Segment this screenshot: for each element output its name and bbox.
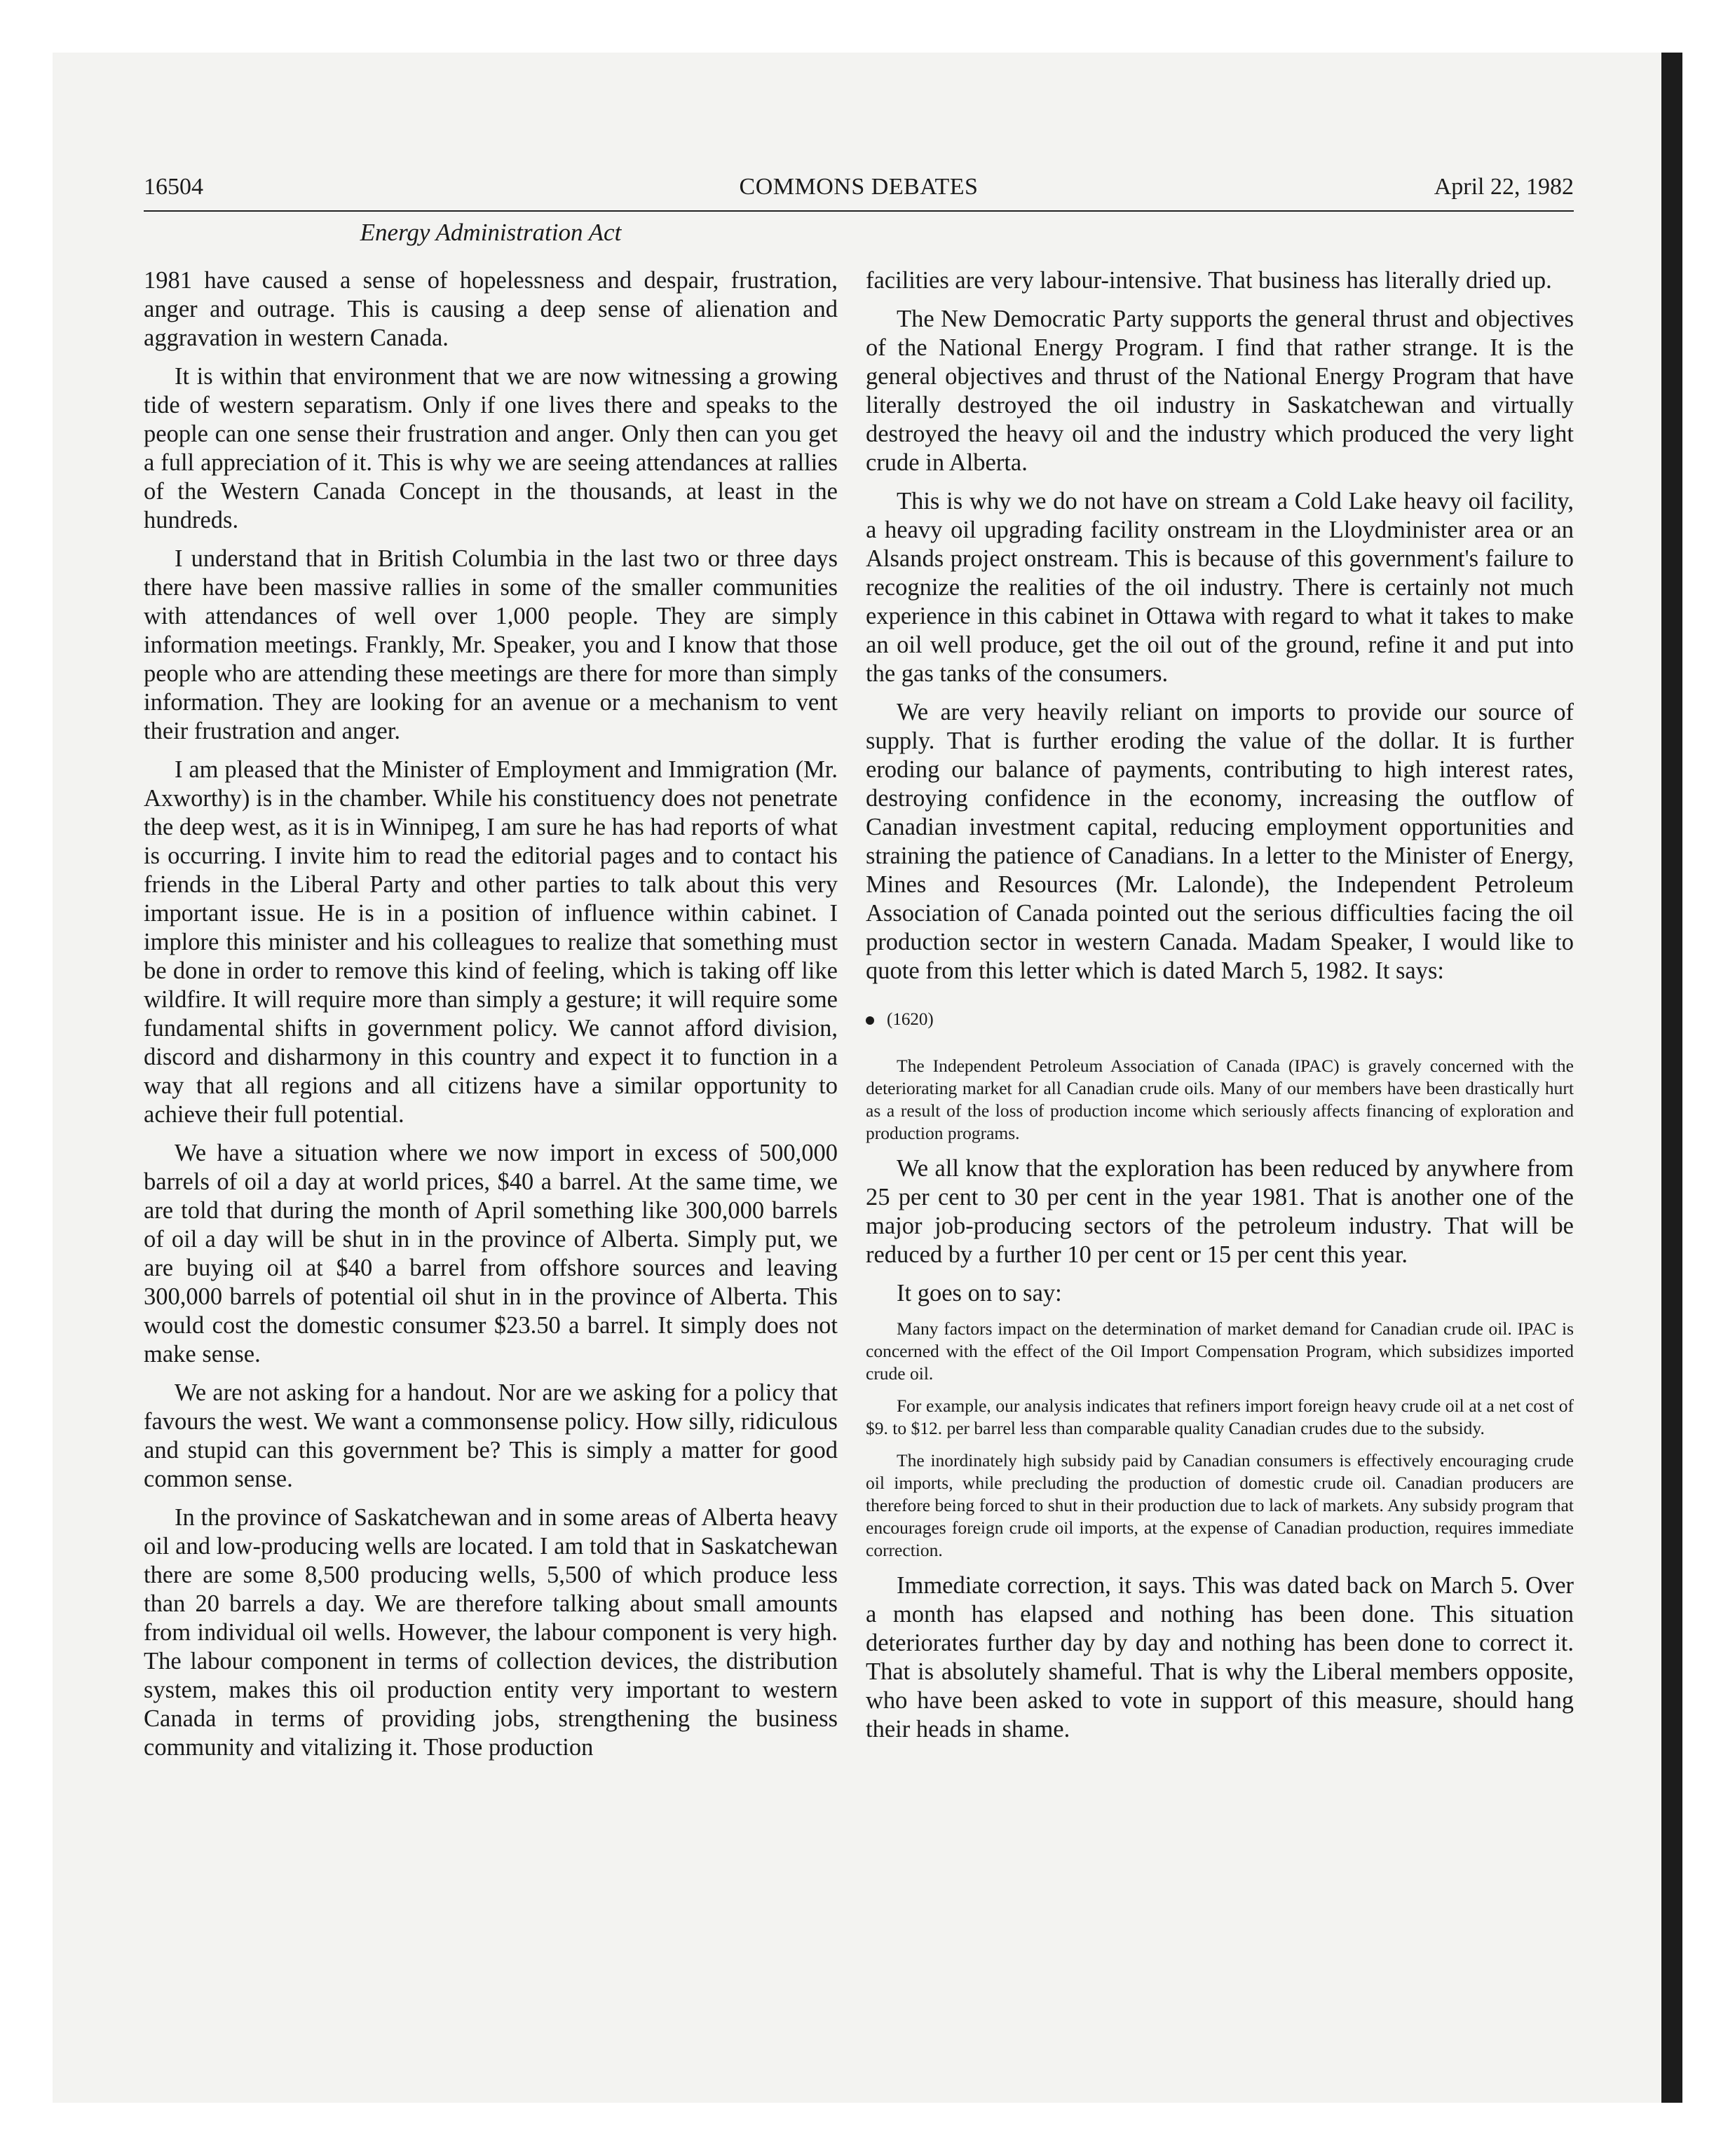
paragraph: We are very heavily reliant on imports to provide our source of supply. That is further eroding the value of the dollar. It is further eroding our balance of payments, contributing to high interest rates, destroying confidence in the economy, increasing the outflow of Canadian investment capital, reducing employment opportunities and straining the patience of Canadians. In a letter to the Minister of Energy, Mines and Resources (Mr. Lalonde), the Independent Petroleum Association of Canada pointed out the serious difficulties facing the oil production sector in western Canada. Madam Speaker, I would like to quote from this letter which is dated March 5, 1982. It says: <box>866 699 1574 984</box>
paragraph: Immediate correction, it says. This was dated back on March 5. Over a month has elapsed and nothing has been done. This situation deteriorates further day by day and nothing has been done to correct it. That is absolutely shameful. That is why the Liberal members opposite, who have been asked to vote in support of this measure, should hang their heads in shame. <box>866 1572 1574 1742</box>
paragraph: In the province of Saskatchewan and in some areas of Alberta heavy oil and low-producing wells are located. I am told that in Saskatchewan there are some 8,500 producing wells, 5,500 of which produce less than 20 barrels a day. We are therefore talking about small amounts from individual oil wells. However, the labour component is very high. The labour component in terms of collection devices, the distribution system, makes this oil production entity very important to western Canada in terms of providing jobs, strengthening the business community and vitalizing it. Those production <box>144 1504 838 1761</box>
paragraph: I understand that in British Columbia in the last two or three days there have been massive rallies in some of the smaller communities with attendances of well over 1,000 people. They are simply information meetings. Frankly, Mr. Speaker, you and I know that those people who are attending these meetings are there for more than simply information. They are looking for an avenue or a mechanism to vent their frustration and anger. <box>144 545 838 744</box>
paragraph: We all know that the exploration has been reduced by anywhere from 25 per cent to 30 per cent in the year 1981. That is another one of the major job-producing sectors of the petroleum industry. That will be reduced by a further 10 per cent or 15 per cent this year. <box>866 1155 1574 1268</box>
page-header <box>144 174 1574 212</box>
block-quote: For example, our analysis indicates that refiners import foreign heavy crude oil at a net cost of $9. to $12. per barrel less than comparable quality Canadian crudes due to the subsidy. <box>866 1396 1574 1438</box>
paragraph: It is within that environment that we are now witnessing a growing tide of western separatism. Only if one lives there and speaks to the people can one sense their frustration and anger. Only then can you get a full appreciation of it. This is why we are seeing attendances at rallies of the Western Canada Concept in the thousands, at least in the hundreds. <box>144 363 838 533</box>
time-stamp-text: (1620) <box>887 1010 934 1029</box>
time-stamp <box>866 1005 1574 1034</box>
block-quote: The inordinately high subsidy paid by Canadian consumers is effectively encouraging crude oil imports, while precluding the production of domestic crude oil. Canadian producers are therefore being forced to shut in their production due to lack of markets. Any subsidy program that encourages foreign crude oil imports, at the expense of Canadian production, requires immediate correction. <box>866 1450 1574 1560</box>
paragraph: 1981 have caused a sense of hopelessness and despair, frustration, anger and outrage. This is causing a deep sense of alienation and aggravation in western Canada. <box>144 267 838 351</box>
paragraph: facilities are very labour-intensive. That business has literally dried up. <box>866 267 1552 294</box>
section-title: Energy Administration Act <box>360 219 622 246</box>
page-number: 16504 <box>144 174 203 200</box>
block-quote: The Independent Petroleum Association of Canada (IPAC) is gravely concerned with the deteriorating market for all Canadian crude oils. Many of our members have been drastically hurt as a result of the loss of production income which seriously affects financing of exploration and production programs. <box>866 1056 1574 1143</box>
publication-title: COMMONS DEBATES <box>739 174 979 200</box>
paragraph: It goes on to say: <box>897 1280 1062 1306</box>
scan-edge-bar <box>1661 53 1682 2103</box>
paragraph: I am pleased that the Minister of Employment and Immigration (Mr. Axworthy) is in the chamber. While his constituency does not penetrate the deep west, as it is in Winnipeg, I am sure he has had reports of what is occurring. I invite him to read the editorial pages and to contact his friends in the Liberal Party and other parties to talk about this very important issue. He is in a position of influence within cabinet. I implore this minister and his colleagues to realize that something must be done in order to remove this kind of feeling, which is taking off like wildfire. It will require more than simply a gesture; it will require some fundamental shifts in government policy. We cannot afford division, discord and disharmony in this country and expect it to function in a way that all regions and all citizens have a similar opportunity to achieve their full potential. <box>144 756 838 1128</box>
paragraph: We are not asking for a handout. Nor are we asking for a policy that favours the west. We want a commonsense policy. How silly, ridiculous and stupid can this government be? This is simply a matter for good common sense. <box>144 1379 838 1492</box>
left-column <box>144 266 838 1772</box>
block-quote: Many factors impact on the determination of market demand for Canadian crude oil. IPAC is concerned with the effect of the Oil Import Compensation Program, which subsidizes imported crude oil. <box>866 1318 1574 1384</box>
paragraph: We have a situation where we now import in excess of 500,000 barrels of oil a day at world prices, $40 a barrel. At the same time, we are told that during the month of April something like 300,000 barrels of oil a day will be shut in in the province of Alberta. Simply put, we are buying oil at $40 a barrel from offshore sources and leaving 300,000 barrels of potential oil shut in in the province of Alberta. This would cost the domestic consumer $23.50 a barrel. It simply does not make sense. <box>144 1140 838 1367</box>
paragraph: The New Democratic Party supports the general thrust and objectives of the National Energy Program. I find that rather strange. It is the general objectives and thrust of the National Energy Program that have literally destroyed the oil industry in Saskatchewan and virtually destroyed the heavy oil and the industry which produced the very light crude in Alberta. <box>866 306 1574 476</box>
paragraph: This is why we do not have on stream a Cold Lake heavy oil facility, a heavy oil upgrading facility onstream in the Lloydminister area or an Alsands project onstream. This is because of this government's failure to recognize the realities of the oil industry. There is certainly not much experience in this cabinet in Ottawa with regard to what it takes to make an oil well produce, get the oil out of the ground, refine it and put into the gas tanks of the consumers. <box>866 488 1574 687</box>
publication-date: April 22, 1982 <box>1434 174 1574 200</box>
bullet-icon <box>866 1016 874 1025</box>
right-column <box>866 266 1574 1754</box>
